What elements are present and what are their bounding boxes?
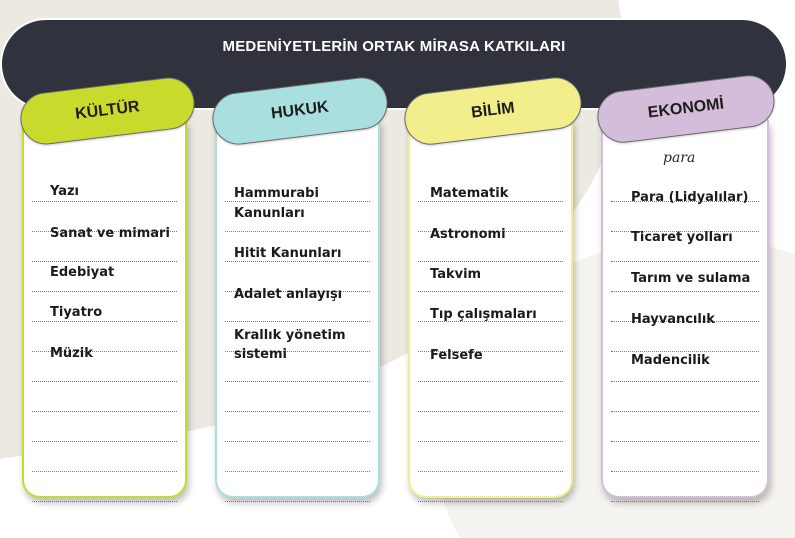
list-item: Felsefe [430,348,483,363]
lined-area [418,172,563,502]
list-item: Ticaret yolları [631,230,733,245]
line [611,442,759,472]
list-item: Sanat ve mimari [50,226,170,241]
category-label-text: EKONOMİ [646,95,725,122]
list-item: Adalet anlayışı [234,287,343,302]
list-item: Tiyatro [50,305,103,320]
line [225,382,370,412]
category-label-text: KÜLTÜR [74,98,141,123]
list-item: Tıp çalışmaları [430,307,537,322]
line [418,442,563,472]
line [418,472,563,502]
card-ekonomi [601,120,769,498]
line [225,412,370,442]
line [32,412,177,442]
line [611,382,759,412]
category-label-text: HUKUK [270,98,330,123]
list-item: Astronomi [430,227,506,242]
list-item: Yazı [50,184,80,199]
line [32,472,177,502]
line [32,442,177,472]
list-item: Hitit Kanunları [234,246,342,261]
card-hukuk [215,120,380,498]
card-kultur [22,120,187,498]
line [225,472,370,502]
line [418,412,563,442]
lined-area [32,172,177,502]
list-item: Para (Lidyalılar) [631,190,749,205]
list-item: Krallık yönetim [234,328,346,343]
list-item: Madencilik [631,353,710,368]
list-item: Matematik [430,186,509,201]
list-item: sistemi [234,347,287,362]
category-label-text: BİLİM [470,99,516,122]
handwritten-note: para [663,150,696,166]
list-item: Müzik [50,346,93,361]
line [418,382,563,412]
line [32,382,177,412]
lined-area [611,172,759,502]
list-item: Edebiyat [50,265,115,280]
line [225,442,370,472]
list-item: Hayvancılık [631,312,715,327]
line [611,412,759,442]
list-item: Hammurabi [234,186,319,201]
list-item: Takvim [430,267,482,282]
page-title: MEDENİYETLERİN ORTAK MİRASA KATKILARI [222,38,566,55]
list-item: Tarım ve sulama [631,271,751,286]
list-item: Kanunları [234,206,305,221]
line [611,472,759,502]
card-bilim [408,120,573,498]
